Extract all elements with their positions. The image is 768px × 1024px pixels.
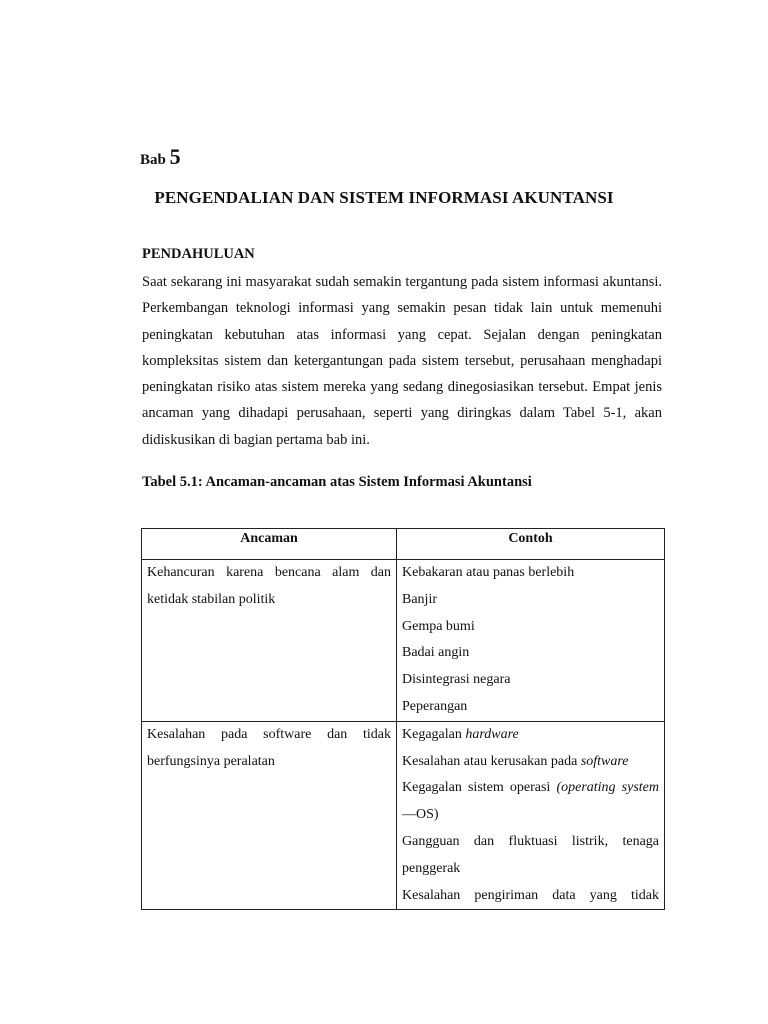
example-item: Badai angin: [402, 645, 470, 661]
threats-table: [141, 528, 665, 910]
example-text: —OS): [402, 807, 439, 823]
example-item: Gangguan dan fluktuasi listrik, tenaga penggerak: [402, 833, 659, 876]
section-heading: PENDAHULUAN: [142, 246, 255, 262]
example-item: Gempa bumi: [402, 618, 475, 634]
example-text: Kegagalan sistem operasi: [402, 780, 557, 796]
header-threat: Ancaman: [142, 529, 397, 560]
example-cell: [397, 721, 665, 910]
threat-text: Kesalahan pada software dan tidak berfungsinya peralatan: [147, 726, 391, 769]
table-caption: Tabel 5.1: Ancaman-ancaman atas Sistem Informasi Akuntansi: [142, 474, 532, 490]
example-item: Kebakaran atau panas berlebih: [402, 565, 575, 580]
example-cell: [397, 560, 665, 722]
example-item: Disintegrasi negara: [402, 672, 511, 688]
threat-cell: [142, 721, 397, 910]
table-header-row: [142, 529, 665, 560]
threat-text: Kehancuran karena bencana alam dan ketidak stabilan politik: [147, 565, 391, 607]
example-item: [402, 749, 659, 776]
example-text: Kegagalan: [402, 726, 466, 742]
chapter-label: [140, 144, 181, 170]
intro-paragraph: Saat sekarang ini masyarakat sudah semakin tergantung pada sistem informasi akuntansi. Perkembangan teknologi informasi yang semakin pesan tidak lain untuk memenuhi peningkatan kebutuhan atas informasi yang cepat. Sejalan dengan peningkatan kompleksitas sistem dan ketergantungan pada sistem tersebut, perusahaan menghadapi peningkatan risiko atas sistem mereka yang sedang dinegosiasikan tersebut. Empat jenis ancaman yang dihadapi perusahaan, seperti yang diringkas dalam Tabel 5-1, akan didiskusikan di bagian pertama bab ini.: [142, 274, 662, 448]
table-row: [142, 721, 665, 910]
table-row: [142, 560, 665, 722]
example-item: [402, 775, 659, 829]
chapter-label-text: Bab: [140, 152, 166, 168]
example-italic: software: [580, 753, 629, 769]
chapter-number: 5: [169, 144, 181, 169]
example-text: Kesalahan atau kerusakan pada: [402, 753, 581, 769]
example-item: Kesalahan pengiriman data yang tidak: [402, 887, 659, 903]
header-example: Contoh: [397, 529, 665, 560]
threat-cell: [142, 560, 397, 722]
chapter-title: PENGENDALIAN DAN SISTEM INFORMASI AKUNTANSI: [154, 188, 614, 207]
example-item: Peperangan: [402, 698, 468, 714]
example-item: [402, 722, 659, 749]
example-italic: (operating system: [556, 780, 659, 796]
example-italic: hardware: [465, 726, 519, 742]
example-item: Banjir: [402, 591, 437, 607]
